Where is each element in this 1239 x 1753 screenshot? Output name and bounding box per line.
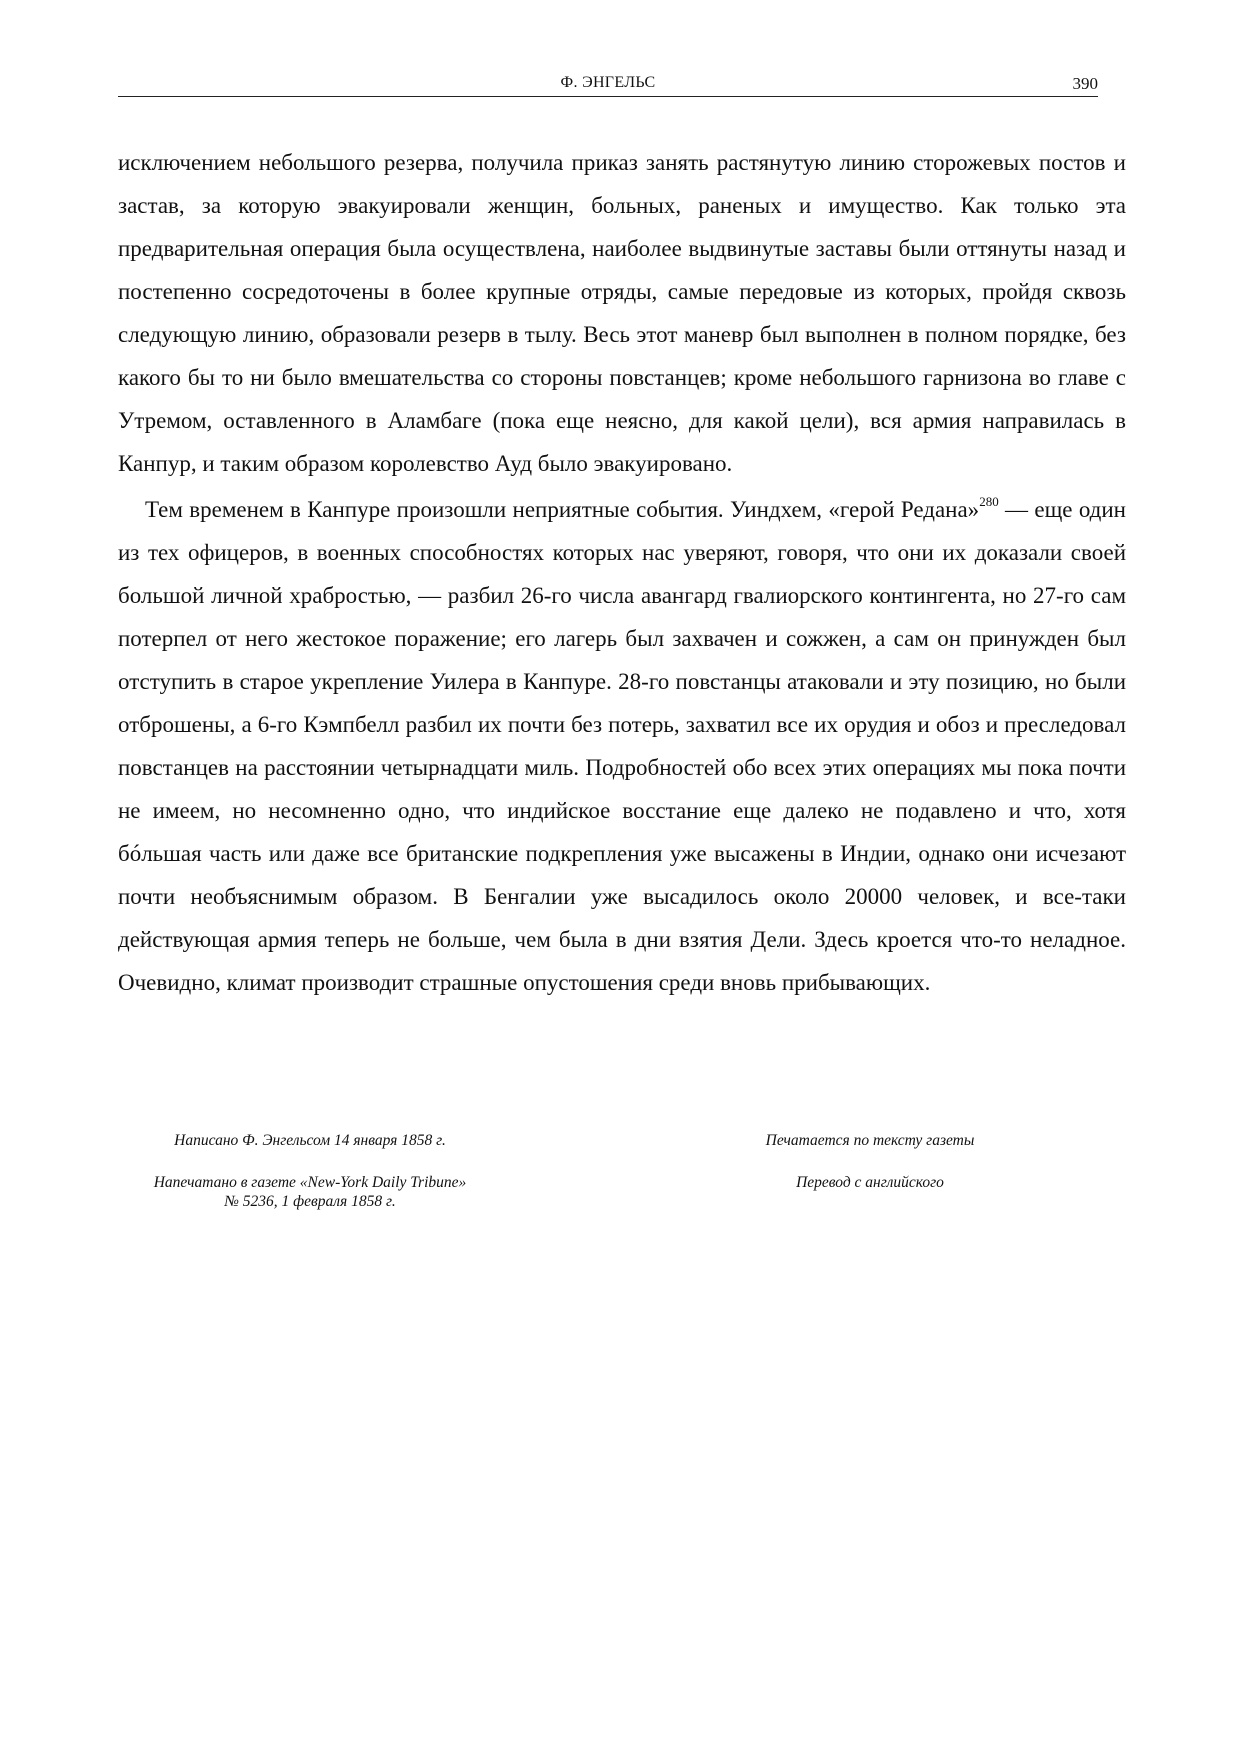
colophon-left bbox=[150, 1131, 470, 1211]
paragraph-2-start: Тем временем в Канпуре произошли неприятные события. Уиндхем, «герой Редана» bbox=[145, 497, 980, 522]
published-note-line-1: Напечатано в газете «New-York Daily Tribune» bbox=[153, 1174, 467, 1191]
paragraph-1: исключением небольшого резерва, получила приказ занять растянутую линию сторожевых постов и застав, за которую эвакуировали женщин, больных, раненых и имущество. Как только эта предварительная операция была осуществлена, наиболее выдвинутые заставы были оттянуты назад и постепенно сосредоточены в более крупные отряды, самые передовые из которых, пройдя сквозь следующую линию, образовали резерв в тылу. Весь этот маневр был выполнен в полном порядке, без какого бы то ни было вмешательства со стороны повстанцев; кроме небольшого гарнизона во главе с Утремом, оставленного в Аламбаге (пока еще неясно, для какой цели), вся армия направилась в Канпур, и таким образом королевство Ауд было эвакуировано. bbox=[118, 150, 1126, 476]
main-text bbox=[118, 141, 1126, 1004]
running-header bbox=[118, 70, 1098, 97]
source-note: Печатается по тексту газеты bbox=[765, 1132, 975, 1149]
translation-note: Перевод с английского bbox=[796, 1174, 944, 1191]
published-note-line-2: № 5236, 1 февраля 1858 г. bbox=[224, 1193, 396, 1210]
paragraph-2-rest: — еще один из тех офицеров, в военных способностях которых нас уверяют, говоря, что они их доказали своей большой личной храбростью, — разбил 26-го числа авангард гвалиорского контингента, но 27-го сам потерпел от него жестокое поражение; его лагерь был захвачен и сожжен, а сам он принужден был отступить в старое укрепление Уилера в Канпуре. 28-го повстанцы атаковали и эту позицию, но были отброшены, а 6-го Кэмпбелл разбил их почти без потерь, захватил все их орудия и обоз и преследовал повстанцев на расстоянии четырнадцати миль. Подробностей обо всех этих операциях мы пока почти не имеем, но несомненно одно, что индийское восстание еще далеко не подавлено и что, хотя бóльшая часть или даже все британские подкрепления уже высажены в Индии, однако они исчезают почти необъяснимым образом. В Бенгалии уже высадилось около 20000 человек, и все-таки действующая армия теперь не больше, чем была в дни взятия Дели. Здесь кроется что-то неладное. Очевидно, климат производит страшные опустошения среди вновь прибывающих. bbox=[118, 497, 1126, 995]
footnote-reference[interactable]: 280 bbox=[979, 494, 999, 509]
page-number: 390 bbox=[1072, 74, 1098, 93]
written-note: Написано Ф. Энгельсом 14 января 1858 г. bbox=[174, 1132, 446, 1149]
paragraph-2 bbox=[118, 488, 1126, 1004]
running-title: Ф. ЭНГЕЛЬС bbox=[560, 74, 656, 91]
colophon-right bbox=[720, 1131, 1020, 1192]
